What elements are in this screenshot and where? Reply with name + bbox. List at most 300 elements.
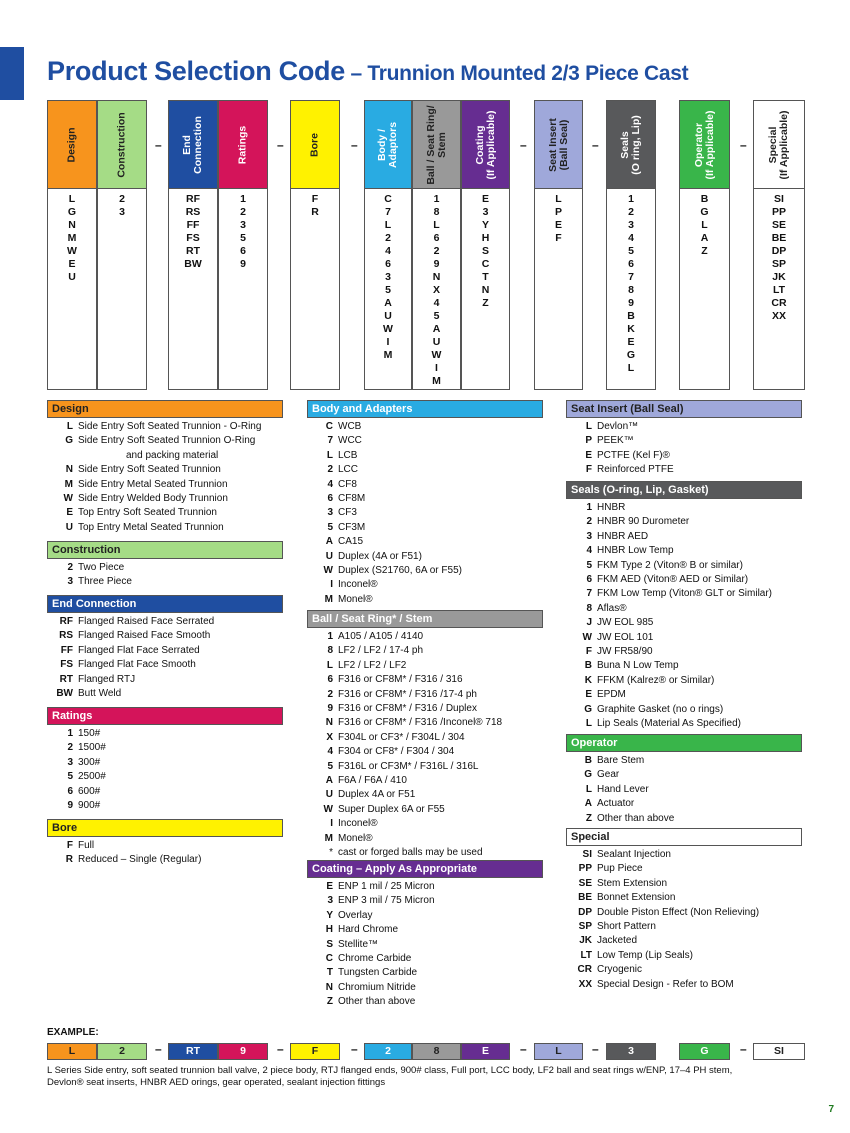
- legend-description: Butt Weld: [78, 688, 122, 700]
- legend-row: [307, 644, 543, 658]
- legend-code: 2: [586, 516, 592, 528]
- legend-code: 6: [586, 574, 592, 586]
- legend-description: Side Entry Soft Seated Trunnion O-Ring: [78, 435, 256, 447]
- legend-code: A: [325, 775, 333, 787]
- legend-row: [307, 995, 543, 1009]
- legend-row: [307, 731, 543, 745]
- legend-description: F316 or CF8M* / F316 / Duplex: [338, 703, 477, 715]
- legend-description: and packing material: [126, 449, 219, 461]
- legend-row: [307, 803, 543, 817]
- legend-row: [307, 745, 543, 759]
- section-header: Construction: [47, 541, 283, 559]
- legend-description: HNBR AED: [597, 530, 649, 542]
- legend-code: E: [66, 507, 73, 519]
- legend-description: Tungsten Carbide: [338, 967, 418, 979]
- code-column-header: [291, 101, 339, 189]
- code-column-values: E 3 Y H S C T N Z: [481, 193, 490, 309]
- example-separator-dash: –: [155, 1042, 162, 1056]
- legend-code: M: [324, 832, 333, 844]
- legend-description: F316 or CF8M* / F316 /Inconel® 718: [338, 717, 503, 729]
- legend-description: FKM Low Temp (Viton® GLT or Similar): [597, 588, 773, 600]
- legend-row: [566, 877, 802, 891]
- legend-description: WCB: [338, 421, 362, 432]
- example-separator-dash: –: [592, 1042, 599, 1056]
- legend-description: Graphite Gasket (no o rings): [597, 703, 724, 715]
- example-separator-dash: –: [277, 1042, 284, 1056]
- example-code-box: RT: [168, 1043, 218, 1060]
- legend-code: F: [66, 840, 73, 851]
- code-column-header: [754, 101, 804, 189]
- legend-description: F316 or CF8M* / F316 / 316: [338, 674, 463, 686]
- legend-code: C: [325, 953, 333, 965]
- legend-row: [307, 880, 543, 894]
- legend-description: Inconel®: [338, 579, 378, 591]
- legend-code: 6: [67, 785, 73, 797]
- legend-code: Y: [326, 909, 333, 921]
- legend-description: Special Design - Refer to BOM: [597, 978, 734, 990]
- legend-description: Top Entry Metal Seated Trunnion: [78, 521, 224, 533]
- legend-description: Overlay: [338, 909, 373, 921]
- code-column-header: [48, 101, 96, 189]
- legend-code: 4: [327, 746, 333, 758]
- legend-row: [307, 966, 543, 980]
- code-column-8: [534, 100, 583, 390]
- legend-row: [47, 756, 283, 770]
- example-separator-dash: –: [740, 1042, 747, 1056]
- legend-row: [47, 741, 283, 755]
- legend-row: [307, 832, 543, 846]
- legend-code: X: [326, 731, 333, 743]
- legend-code: RT: [59, 673, 73, 685]
- legend-description: LF2 / LF2 / LF2: [338, 659, 407, 671]
- legend-row: [307, 492, 543, 506]
- legend-row: [307, 506, 543, 520]
- legend-description: Low Temp (Lip Seals): [597, 949, 693, 961]
- legend-row: [566, 703, 802, 717]
- legend-code: W: [63, 493, 73, 505]
- legend-row: [307, 630, 543, 644]
- legend-code: Z: [326, 996, 333, 1008]
- legend-code: Z: [585, 812, 592, 824]
- section-bore: [47, 819, 283, 868]
- legend-row: [47, 521, 283, 535]
- legend-code: 5: [586, 559, 592, 571]
- code-column-header-label: Seat Insert (Ball Seal): [546, 118, 570, 172]
- legend-code: W: [323, 803, 333, 815]
- section-body: [307, 400, 543, 607]
- code-column-header: [169, 101, 217, 189]
- legend-code: N: [65, 464, 73, 476]
- legend-description: 600#: [78, 785, 101, 797]
- legend-row: [566, 920, 802, 934]
- legend-code: L: [326, 659, 333, 671]
- legend-code: A: [325, 536, 333, 548]
- legend-code: 3: [67, 576, 73, 588]
- legend-row: [47, 799, 283, 813]
- legend-row: [566, 559, 802, 573]
- legend-code: RF: [59, 616, 73, 627]
- code-separator-dash: –: [740, 138, 747, 152]
- legend-description: Flanged Raised Face Serrated: [78, 616, 215, 627]
- legend-row: [307, 688, 543, 702]
- legend-description: 300#: [78, 756, 101, 768]
- legend-description: Super Duplex 6A or F55: [338, 803, 445, 815]
- legend-row: [47, 687, 283, 701]
- legend-row: [566, 515, 802, 529]
- legend-description: JW EOL 985: [597, 617, 654, 629]
- section-seals: [566, 481, 802, 732]
- legend-row: [307, 894, 543, 908]
- legend-code: B: [584, 755, 592, 766]
- legend-description: Pup Piece: [597, 863, 643, 875]
- legend-code: SI: [582, 849, 592, 860]
- legend-code: L: [66, 421, 73, 432]
- legend-description: Duplex (4A or F51): [338, 550, 422, 562]
- legend-row: [47, 644, 283, 658]
- code-column-header: [365, 101, 411, 189]
- example-code-box: F: [290, 1043, 340, 1060]
- legend-row: [566, 754, 802, 768]
- section-header: Coating – Apply As Appropriate: [307, 860, 543, 878]
- code-column-values: RF RS FF FS RT BW: [184, 193, 202, 270]
- legend-row: [566, 768, 802, 782]
- legend-code: L: [585, 783, 592, 795]
- code-column-4: [290, 100, 340, 390]
- legend-code: 7: [586, 588, 592, 600]
- legend-description: Side Entry Soft Seated Trunnion - O-Ring: [78, 421, 262, 432]
- legend-description: PCTFE (Kel F)®: [597, 449, 670, 461]
- legend-code: 9: [67, 800, 73, 812]
- legend-description: Flanged Raised Face Smooth: [78, 630, 211, 642]
- legend-row: [566, 797, 802, 811]
- legend-code: 2: [67, 742, 73, 754]
- example-separator-dash: –: [351, 1042, 358, 1056]
- legend-code: B: [584, 660, 592, 672]
- legend-code: G: [584, 769, 592, 781]
- legend-code: E: [585, 689, 592, 701]
- legend-description: Other than above: [338, 996, 416, 1008]
- section-seat: [566, 400, 802, 478]
- example-code-box: L: [534, 1043, 583, 1060]
- code-column-header: [535, 101, 582, 189]
- code-column-header: [607, 101, 655, 189]
- legend-code: DP: [578, 906, 592, 918]
- code-column-6: [412, 100, 461, 390]
- legend-description: Actuator: [597, 798, 635, 810]
- code-separator-dash: –: [155, 138, 162, 152]
- legend-row: [566, 934, 802, 948]
- legend-row: [307, 952, 543, 966]
- legend-code: 8: [586, 602, 592, 614]
- legend-row: [47, 727, 283, 741]
- legend-description: Reduced – Single (Regular): [78, 854, 202, 866]
- code-column-values: SI PP SE BE DP SP JK LT CR XX: [771, 193, 787, 322]
- legend-code: I: [330, 818, 333, 830]
- legend-description: Hand Lever: [597, 783, 649, 795]
- legend-code: J: [586, 617, 592, 629]
- example-code-box: 2: [364, 1043, 412, 1060]
- legend-code: 8: [327, 645, 333, 657]
- code-separator-dash: –: [592, 138, 599, 152]
- legend-row: [307, 550, 543, 564]
- code-column-header: [680, 101, 729, 189]
- legend-code: PP: [578, 863, 592, 875]
- legend-description: JW FR58/90: [597, 646, 653, 658]
- example-label: EXAMPLE:: [47, 1027, 99, 1038]
- legend-description: JW EOL 101: [597, 631, 654, 643]
- section-operator: [566, 734, 802, 826]
- legend-description: ENP 1 mil / 25 Micron: [338, 881, 435, 892]
- legend-description: Jacketed: [597, 935, 638, 947]
- code-column-10: [679, 100, 730, 390]
- legend-row: [307, 434, 543, 448]
- legend-row: [566, 420, 802, 434]
- legend-row: [47, 770, 283, 784]
- legend-code: 7: [327, 435, 333, 447]
- code-column-values: 1 2 3 4 5 6 7 8 9 B K E G L: [626, 193, 636, 374]
- legend-description: Side Entry Welded Body Trunnion: [78, 493, 228, 505]
- legend-code: 3: [586, 530, 592, 542]
- legend-code: N: [325, 981, 333, 993]
- legend-row: [566, 530, 802, 544]
- legend-row: [47, 463, 283, 477]
- code-column-9: [606, 100, 656, 390]
- code-column-0: [47, 100, 97, 390]
- legend-code: U: [325, 789, 333, 801]
- example-separator-dash: –: [520, 1042, 527, 1056]
- legend-code: BW: [56, 688, 73, 700]
- section-header: End Connection: [47, 595, 283, 613]
- legend-code: G: [65, 435, 73, 447]
- legend-code: 5: [327, 521, 333, 533]
- legend-row: [566, 573, 802, 587]
- legend-code: L: [585, 718, 592, 730]
- legend-row: [566, 674, 802, 688]
- legend-row: [566, 848, 802, 862]
- legend-description: A105 / A105 / 4140: [338, 631, 424, 642]
- legend-description: ENP 3 mil / 75 Micron: [338, 895, 435, 907]
- legend-code: N: [325, 717, 333, 729]
- section-design: [47, 400, 283, 535]
- legend-row: [307, 535, 543, 549]
- section-ball: [307, 610, 543, 861]
- code-column-5: [364, 100, 412, 390]
- legend-code: BE: [578, 892, 592, 904]
- legend-row: [566, 949, 802, 963]
- legend-description: Flanged Flat Face Serrated: [78, 644, 200, 656]
- code-column-values: L G N M W E U: [67, 193, 77, 283]
- legend-row: [47, 561, 283, 575]
- legend-row: [47, 575, 283, 589]
- legend-description: CF3: [338, 507, 357, 519]
- legend-row: [566, 717, 802, 731]
- example-code-box: 3: [606, 1043, 656, 1060]
- legend-code: 4: [586, 545, 592, 557]
- section-header: Ratings: [47, 707, 283, 725]
- legend-row: [47, 420, 283, 434]
- legend-row: [566, 783, 802, 797]
- legend-code: SE: [578, 877, 592, 889]
- legend-code: 2: [327, 464, 333, 476]
- legend-row: [47, 853, 283, 867]
- example-description: L Series Side entry, soft seated trunnion ball valve, 2 piece body, RTJ flanged ends, 900# class, Full port, LCC body, LF2 ball and seat rings w/ENP, 17–4 PH stem, Devlon® seat inserts, HNBR AED orings, gear operated, sealant injection fittings: [47, 1065, 733, 1088]
- legend-description: F316L or CF3M* / F316L / 316L: [338, 760, 479, 772]
- code-column-header-label: Design: [65, 127, 78, 163]
- code-column-header-label: Ball / Seat Ring/ Stem: [424, 105, 448, 185]
- legend-description: Three Piece: [78, 576, 132, 588]
- legend-row: [307, 846, 543, 860]
- legend-description: Side Entry Metal Seated Trunnion: [78, 478, 228, 490]
- legend-description: CF8M: [338, 493, 366, 505]
- code-column-header: [219, 101, 267, 189]
- legend-description: FFKM (Kalrez® or Similar): [597, 674, 715, 686]
- example-code-box: L: [47, 1043, 97, 1060]
- legend-row: [307, 463, 543, 477]
- example-code-box: E: [461, 1043, 510, 1060]
- legend-code: 5: [327, 760, 333, 772]
- code-column-3: [218, 100, 268, 390]
- legend-row: [47, 785, 283, 799]
- legend-description: Stellite™: [338, 938, 379, 950]
- legend-row: [566, 862, 802, 876]
- legend-description: HNBR: [597, 502, 626, 513]
- legend-description: F6A / F6A / 410: [338, 775, 407, 787]
- legend-row: [566, 631, 802, 645]
- legend-row: [307, 564, 543, 578]
- legend-description: Flanged Flat Face Smooth: [78, 659, 196, 671]
- legend-description: Flanged RTJ: [78, 673, 136, 685]
- legend-row: [307, 702, 543, 716]
- legend-description: Bonnet Extension: [597, 892, 676, 904]
- legend-row: [307, 760, 543, 774]
- legend-code: A: [584, 798, 592, 810]
- legend-description: Other than above: [597, 812, 675, 824]
- legend-description: LF2 / LF2 / 17-4 ph: [338, 645, 424, 657]
- code-column-7: [461, 100, 510, 390]
- example-code-box: 2: [97, 1043, 147, 1060]
- legend-row: [307, 788, 543, 802]
- code-column-2: [168, 100, 218, 390]
- code-column-header: [98, 101, 146, 189]
- legend-description: CF8: [338, 478, 357, 490]
- legend-row: [566, 906, 802, 920]
- legend-description: Lip Seals (Material As Specified): [597, 718, 741, 730]
- code-separator-dash: –: [520, 138, 527, 152]
- legend-description: F304L or CF3* / F304L / 304: [338, 731, 465, 743]
- legend-row: [566, 501, 802, 515]
- legend-description: Side Entry Soft Seated Trunnion: [78, 464, 221, 476]
- legend-row: [307, 716, 543, 730]
- legend-row: [47, 673, 283, 687]
- legend-description: cast or forged balls may be used: [338, 847, 483, 859]
- section-end: [47, 595, 283, 701]
- legend-description: Top Entry Soft Seated Trunnion: [78, 507, 217, 519]
- code-column-header-label: Operator (If Applicable): [692, 110, 716, 180]
- legend-row: [566, 434, 802, 448]
- legend-description: Stem Extension: [597, 877, 668, 889]
- legend-row: [307, 593, 543, 607]
- legend-code: RS: [59, 630, 73, 642]
- legend-row: [307, 981, 543, 995]
- section-header: Seat Insert (Ball Seal): [566, 400, 802, 418]
- legend-row: [47, 506, 283, 520]
- legend-code: T: [326, 967, 333, 979]
- code-column-values: C 7 L 2 4 6 3 5 A U W I M: [383, 193, 393, 361]
- legend-code: P: [585, 435, 592, 447]
- legend-code: 6: [327, 674, 333, 686]
- legend-code: W: [323, 565, 333, 577]
- legend-row: [566, 891, 802, 905]
- example-code-box: G: [679, 1043, 730, 1060]
- legend-code: 3: [67, 756, 73, 768]
- legend-description: Two Piece: [78, 562, 125, 573]
- legend-description: HNBR Low Temp: [597, 545, 674, 557]
- legend-row: [47, 478, 283, 492]
- legend-code: U: [65, 521, 73, 533]
- legend-code: 2: [327, 688, 333, 700]
- section-header: Design: [47, 400, 283, 418]
- legend-code: FS: [60, 659, 73, 671]
- legend-description: F316 or CF8M* / F316 /17-4 ph: [338, 688, 477, 700]
- legend-code: XX: [578, 978, 592, 990]
- legend-description: EPDM: [597, 689, 626, 701]
- legend-description: PEEK™: [597, 435, 634, 447]
- legend-row: [566, 963, 802, 977]
- legend-code: E: [585, 449, 592, 461]
- legend-code: F: [585, 464, 592, 476]
- legend-description: Aflas®: [597, 602, 627, 614]
- legend-description: Hard Chrome: [338, 924, 399, 936]
- legend-code: 5: [67, 771, 73, 783]
- legend-row: [307, 673, 543, 687]
- legend-description: Buna N Low Temp: [597, 660, 679, 672]
- legend-description: 900#: [78, 800, 101, 812]
- legend-row: [566, 544, 802, 558]
- code-column-header-label: Ratings: [236, 125, 249, 165]
- legend-description: Full: [78, 840, 95, 851]
- legend-description: HNBR 90 Durometer: [597, 516, 690, 528]
- code-column-header-label: Construction: [115, 112, 128, 178]
- section-header: Operator: [566, 734, 802, 752]
- code-separator-dash: –: [277, 138, 284, 152]
- legend-row: [47, 629, 283, 643]
- legend-code: C: [325, 421, 333, 432]
- code-column-header-label: Bore: [308, 133, 321, 157]
- legend-code: F: [585, 646, 592, 658]
- legend-description: Sealant Injection: [597, 849, 671, 860]
- legend-code: 9: [327, 703, 333, 715]
- code-column-header-label: Special (If Applicable): [767, 110, 790, 180]
- example-code-box: 9: [218, 1043, 268, 1060]
- code-column-values: L P E F: [554, 193, 562, 244]
- legend-description: Bare Stem: [597, 755, 645, 766]
- legend-code: R: [65, 854, 73, 866]
- legend-row: [47, 434, 283, 448]
- legend-description: Duplex (S21760, 6A or F55): [338, 565, 462, 577]
- legend-description: Gear: [597, 769, 620, 781]
- legend-code: SP: [578, 921, 592, 933]
- legend-code: K: [584, 674, 592, 686]
- code-column-header-label: Body / Adaptors: [376, 121, 399, 169]
- legend-description: FKM AED (Viton® AED or Similar): [597, 574, 749, 586]
- legend-row: [566, 449, 802, 463]
- legend-code: 1: [586, 502, 592, 513]
- title-subtitle: – Trunnion Mounted 2/3 Piece Cast: [344, 62, 689, 85]
- legend-row: [566, 602, 802, 616]
- legend-description: CA15: [338, 536, 364, 548]
- legend-description: Duplex 4A or F51: [338, 789, 416, 801]
- page-tab-marker: [0, 47, 24, 100]
